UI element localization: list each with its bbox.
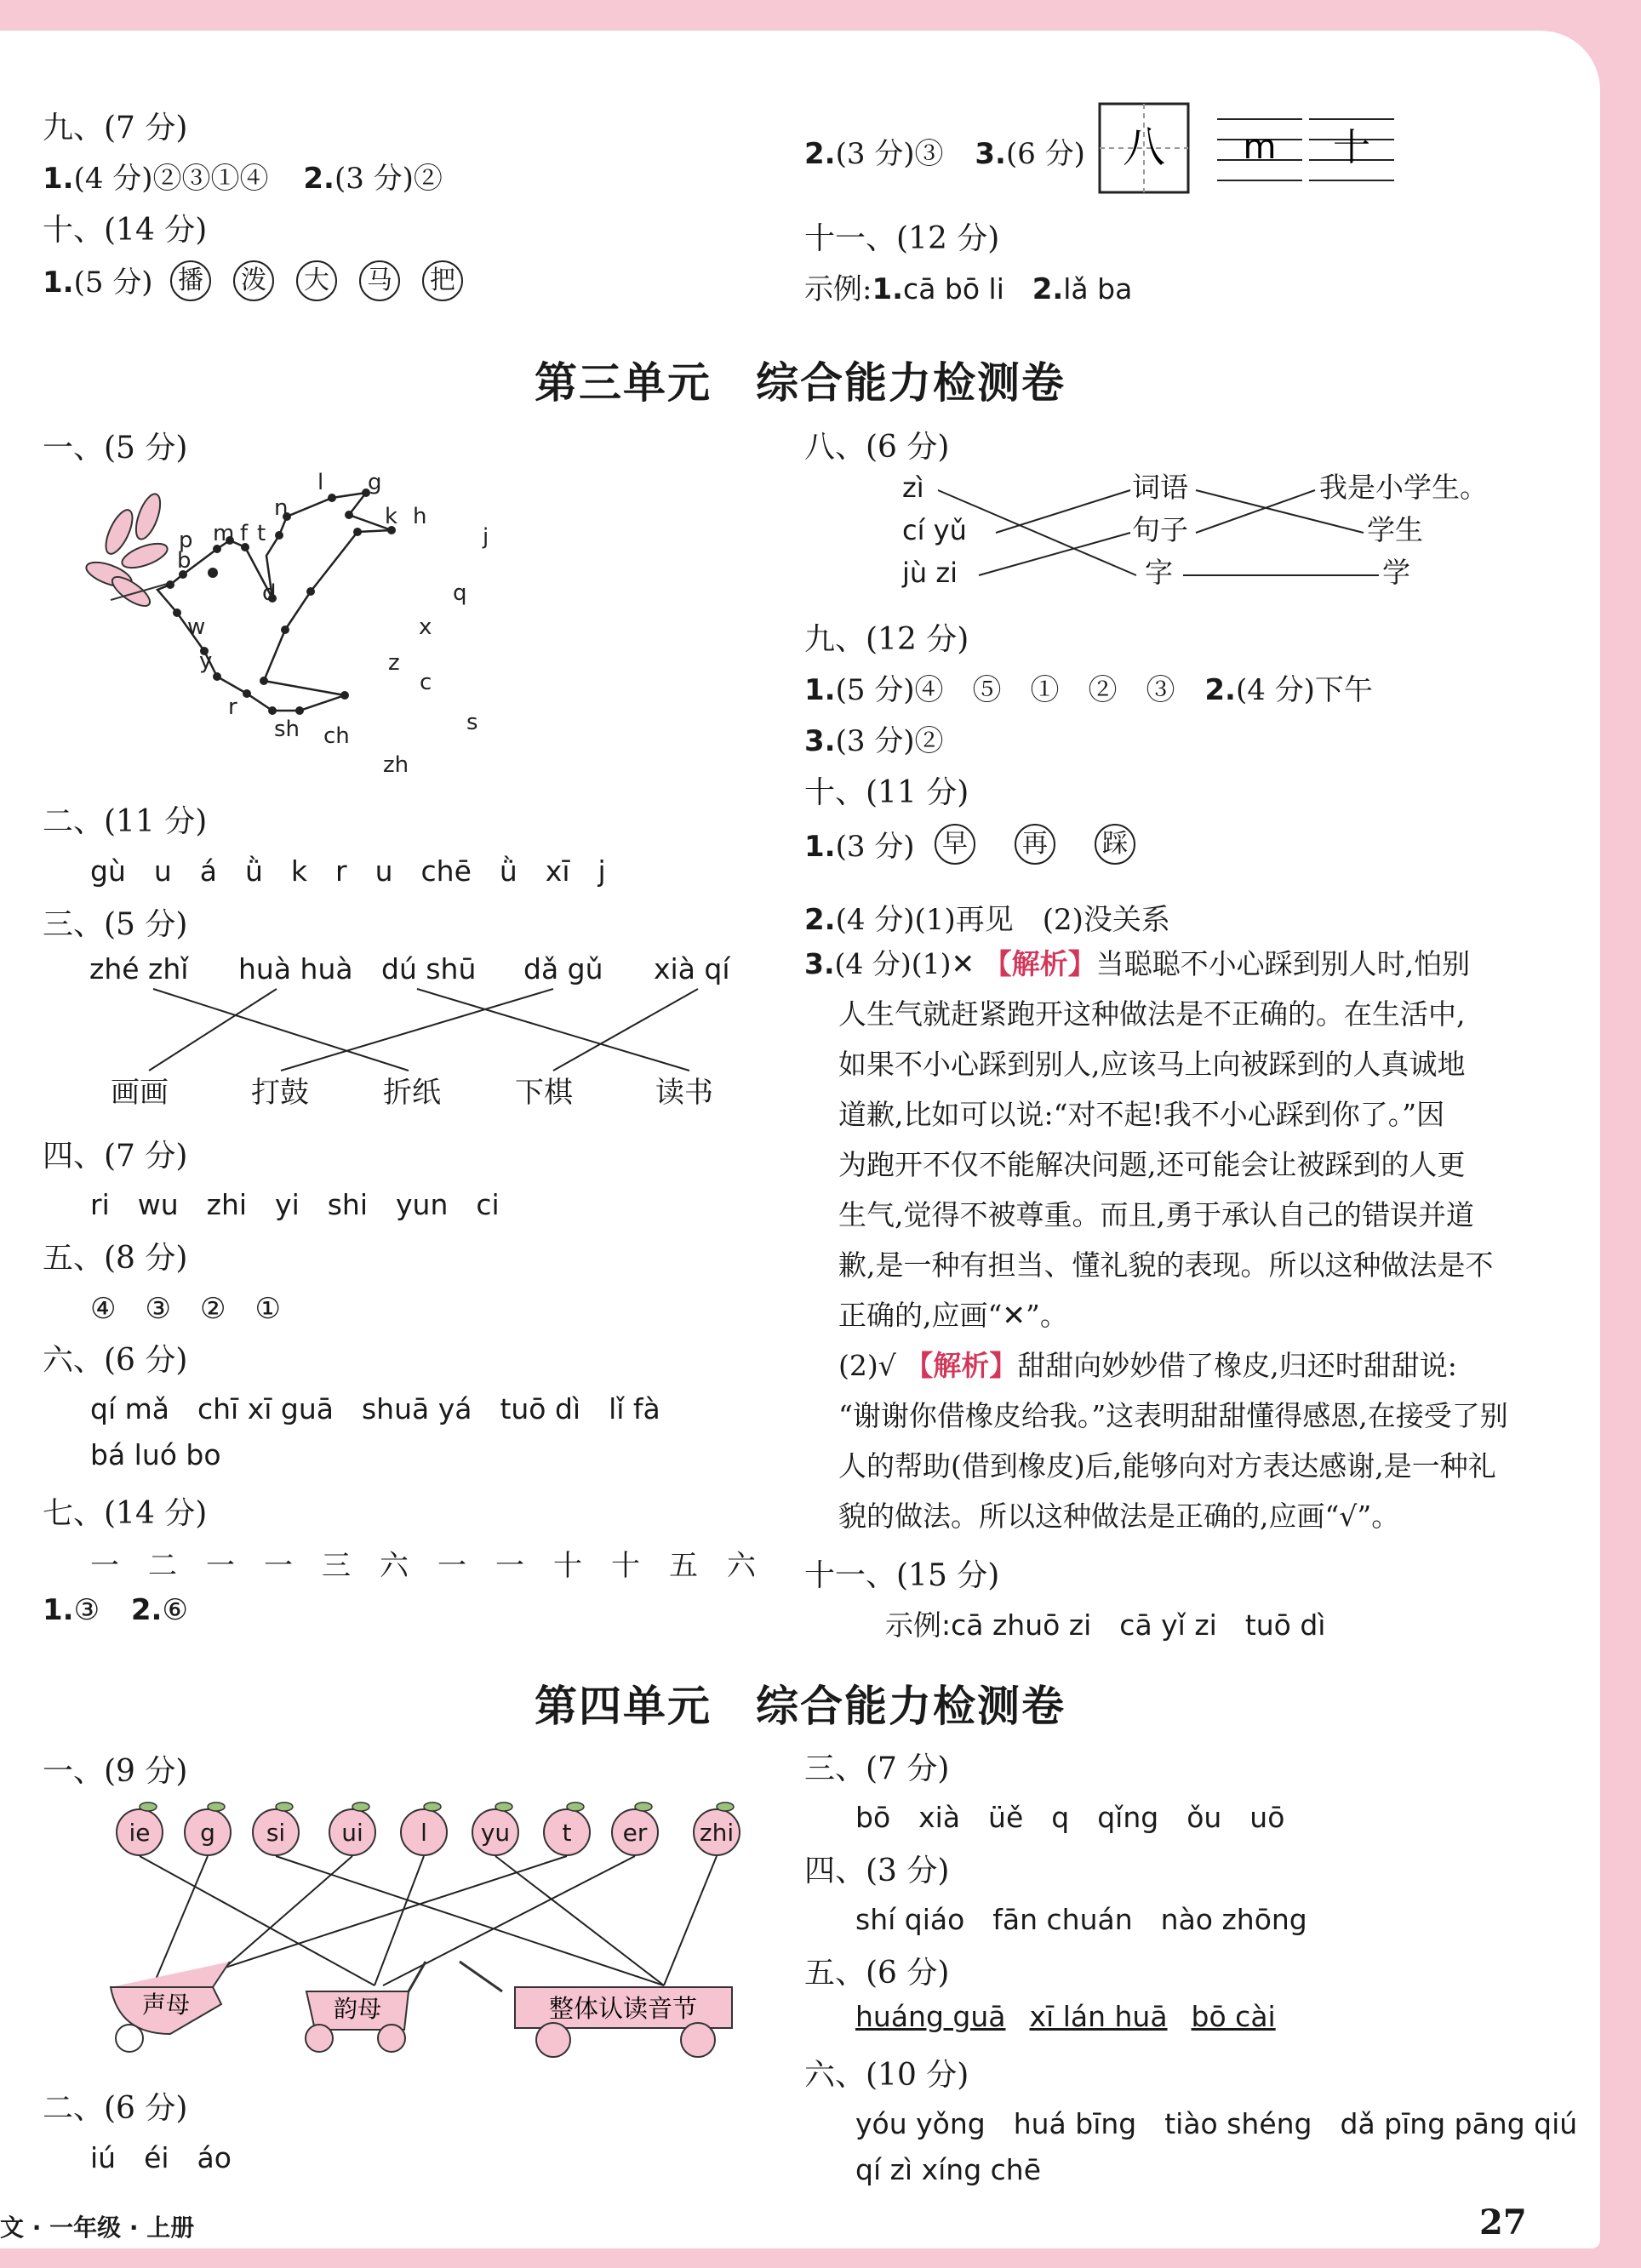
answer-text: (3 分)②: [835, 724, 944, 758]
apple-label: er: [622, 1819, 648, 1847]
match-word: 读书: [655, 1076, 713, 1110]
u3-q10-heading: 十、(11 分): [804, 775, 969, 810]
unit3-title: 第三单元 综合能力检测卷: [535, 358, 1066, 408]
u3-q1-heading: 一、(5 分): [43, 431, 188, 466]
q9-answers: [43, 155, 443, 197]
writing-grid: [1098, 100, 1404, 196]
u4-q2-answer: iú éi áo: [90, 2141, 232, 2174]
circled-char: 大: [296, 260, 337, 301]
num: 3.: [804, 947, 835, 980]
apple-label: ie: [129, 1819, 151, 1847]
dot-label: ch: [323, 723, 350, 749]
num: 1.: [43, 1593, 74, 1627]
u4-q4-heading: 四、(3 分): [804, 1854, 950, 1888]
analysis-line: 道歉,比如可以说:“对不起!我不小心踩到你了。”因: [838, 1098, 1445, 1131]
u3-q3-heading: 三、(5 分): [43, 907, 188, 942]
num: 1.: [804, 830, 836, 864]
answer-text: (4 分)(1)再见 (2)没关系: [835, 903, 1170, 937]
q11-answers: [804, 266, 1132, 307]
q10-answers: [43, 259, 153, 300]
dot-label: m: [213, 521, 235, 546]
match-pinyin: dǎ gǔ: [523, 952, 603, 985]
u3-q7-heading: 七、(14 分): [43, 1496, 208, 1531]
analysis-text: 甜甜向妙妙借了橡皮,归还时甜甜说:: [1017, 1349, 1457, 1382]
dot-label: d: [262, 580, 277, 606]
footer-book-info: 文 · 一年级 · 上册: [0, 2214, 195, 2242]
circled-char: 泼: [233, 260, 274, 301]
dot-label: g: [368, 472, 382, 495]
dot-label: h: [413, 504, 427, 529]
answer-text: (4 分)(1)✕: [834, 947, 984, 980]
analysis-line: 生气,觉得不被尊重。而且,勇于承认自己的错误并道: [838, 1198, 1474, 1231]
answer-text: (3 分)②: [334, 162, 443, 196]
analysis-line: [804, 1340, 1508, 1391]
match-word: 字: [1145, 556, 1173, 589]
dot-label: y: [199, 648, 213, 674]
u3-q9-answer3: [804, 717, 944, 759]
dot-label: t: [257, 521, 266, 546]
u3-q11-heading: 十一、(15 分): [804, 1558, 1000, 1593]
dot-label: q: [453, 580, 467, 606]
match-pinyin: dú shū: [381, 952, 477, 985]
num: 1.: [43, 266, 74, 300]
analysis-line: 为跑开不仅不能解决问题,还可能会让被踩到的人更: [838, 1148, 1466, 1181]
u3-q5-heading: 五、(8 分): [43, 1241, 188, 1276]
underlined-pinyin: bō cài: [1191, 2000, 1276, 2033]
u3-q9-heading: 九、(12 分): [804, 622, 969, 657]
u3-q10-analysis-1: [804, 939, 1508, 1541]
apple-label: si: [266, 1819, 286, 1847]
apple-label: ui: [341, 1819, 363, 1847]
match-word: 下棋: [515, 1076, 573, 1110]
analysis-line: 人生气就赶紧跑开这种做法是不正确的。在生活中,: [838, 997, 1466, 1031]
analysis-tag: 【解析】: [905, 1349, 1018, 1382]
answer-text: ③: [73, 1593, 100, 1627]
answer-text: (3 分)③: [835, 137, 944, 171]
u3-q3-matching: [77, 945, 758, 1115]
dot-label: p: [179, 528, 193, 553]
apple-label: g: [200, 1819, 215, 1847]
circled-char: 早: [935, 824, 975, 865]
u3-q6-answer-line2: bá luó bo: [90, 1438, 221, 1471]
dot-label: w: [187, 614, 206, 640]
u3-q6-answer-line1: qí mǎ chī xī guā shuā yá tuō dì lǐ fà: [90, 1392, 660, 1425]
q10-circled-chars: [170, 260, 485, 301]
u4-q6-answer-line2: qí zì xíng chē: [855, 2153, 1041, 2186]
num: 2.: [303, 162, 334, 196]
num: 3.: [975, 137, 1006, 171]
circled-char: 把: [422, 260, 463, 301]
u3-q8-heading: 八、(6 分): [804, 430, 950, 465]
u4-q3-heading: 三、(7 分): [804, 1751, 950, 1786]
u4-q4-answer: shí qiáo fān chuán nào zhōng: [855, 1903, 1307, 1936]
dot-label: k: [385, 504, 398, 529]
analysis-line: 歉,是一种有担当、懂礼貌的表现。所以这种做法是不: [838, 1248, 1494, 1282]
u4-q6-answer-line1: yóu yǒng huá bīng tiào shéng dǎ pīng pāng qiú: [855, 2107, 1578, 2140]
cart-label: 韵母: [333, 1995, 382, 2023]
dot-label: r: [228, 694, 237, 720]
dot-label: l: [317, 472, 324, 495]
u4-q1-heading: 一、(9 分): [43, 1754, 188, 1789]
u3-q8-matching: [894, 466, 1541, 603]
answer-text: (4 分)下午: [1235, 673, 1373, 707]
apple-label: l: [420, 1819, 427, 1847]
pinyin: cā bō li: [903, 272, 1004, 306]
u3-q10-answer2: [804, 896, 1170, 938]
u4-q5-heading: 五、(6 分): [804, 1956, 950, 1991]
analysis-tag: 【解析】: [983, 947, 1096, 980]
u3-q7-sub: [43, 1593, 188, 1627]
u3-q2-answer: gù u á ǜ k r u chē ǜ xī j: [90, 854, 606, 888]
match-pinyin: cí yǔ: [902, 514, 967, 546]
analysis-line: 正确的,应画“✕”。: [838, 1299, 1068, 1332]
circled-char: 再: [1015, 824, 1055, 865]
match-pinyin: huà huà: [238, 952, 353, 985]
num: 2.: [1204, 673, 1236, 707]
dot-label: c: [420, 670, 432, 695]
answer-text: (5 分)④ ⑤ ① ② ③: [835, 673, 1175, 707]
dot-label: f: [240, 521, 249, 546]
dot-label: x: [419, 614, 432, 640]
match-pinyin: zhé zhǐ: [89, 952, 189, 985]
analysis-line: 如果不小心踩到别人,应该马上向被踩到的人真诚地: [838, 1048, 1466, 1081]
u3-q10-circled-chars: [935, 824, 1158, 865]
answer-text: ⑥: [162, 1593, 188, 1627]
apple-label: yu: [480, 1819, 511, 1847]
match-word: 折纸: [383, 1076, 441, 1110]
num: 2.: [804, 903, 836, 937]
circled-char: 马: [359, 260, 400, 301]
match-pinyin: xià qí: [654, 952, 730, 985]
grid-char-2: m: [1243, 128, 1277, 167]
answer-text: (4 分)②③①④: [73, 162, 269, 196]
match-pinyin: zì: [902, 471, 924, 504]
dove-dot-picture: [85, 472, 528, 787]
answer-text: (5 分): [73, 266, 153, 300]
match-word: 句子: [1132, 513, 1188, 546]
analysis-text: 当聪聪不小心踩到别人时,怕别: [1095, 947, 1471, 980]
dot-label: s: [466, 710, 478, 735]
u3-q5-answer: ④ ③ ② ①: [90, 1292, 281, 1326]
num: 2.: [804, 137, 836, 171]
match-word: 打鼓: [251, 1076, 309, 1110]
dot-label: zh: [383, 752, 409, 778]
dot-label: sh: [274, 717, 300, 742]
u3-q11-answer: 示例:cā zhuō zi cā yǐ zi tuō dì: [885, 1608, 1326, 1642]
u3-q2-heading: 二、(11 分): [43, 804, 208, 839]
q11-heading: 十一、(12 分): [804, 221, 1000, 256]
dot-label: b: [177, 548, 192, 574]
cart-label: 整体认读音节: [548, 1994, 698, 2023]
match-word: 学生: [1367, 513, 1423, 546]
u3-q9-answers: [804, 666, 1373, 708]
dot-label: n: [274, 495, 289, 521]
match-word: 画画: [111, 1076, 169, 1110]
pinyin: lǎ ba: [1063, 272, 1133, 306]
grid-char-1: 八: [1123, 123, 1165, 172]
answer-text: (2)√: [838, 1349, 906, 1382]
u4-q6-heading: 六、(10 分): [804, 2058, 969, 2093]
dot-label: z: [388, 650, 400, 676]
u4-q3-answer: bō xià üě q qǐng ǒu uō: [855, 1801, 1285, 1834]
unit4-title: 第四单元 综合能力检测卷: [535, 1682, 1066, 1731]
u3-q10-answer1: [804, 823, 915, 865]
q9-heading: 九、(7 分): [43, 111, 188, 146]
match-word: 词语: [1132, 471, 1188, 504]
q10-heading: 十、(14 分): [43, 213, 208, 248]
grid-char-3: 十: [1333, 126, 1370, 169]
num: 1.: [872, 272, 904, 306]
match-pinyin: jù zi: [902, 557, 958, 589]
answer-text: 示例:: [804, 272, 872, 306]
cart-label: 声母: [141, 1991, 191, 2019]
underlined-pinyin: huáng guā: [855, 2000, 1006, 2033]
page-number: 27: [1479, 2202, 1527, 2242]
analysis-line: 人的帮助(借到橡皮)后,能够向对方表达感谢,是一种礼: [838, 1449, 1496, 1482]
u4-q2-heading: 二、(6 分): [43, 2091, 188, 2126]
underlined-pinyin: xī lán huā: [1029, 2000, 1168, 2033]
analysis-line: 貌的做法。所以这种做法是正确的,应画“√”。: [838, 1500, 1400, 1533]
apple-label: t: [562, 1819, 572, 1847]
apple-label: zhi: [699, 1819, 735, 1847]
top-right-answers: [804, 130, 1085, 172]
u3-q4-answer: ri wu zhi yi shi yun ci: [90, 1188, 500, 1221]
analysis-line: [804, 939, 1508, 989]
circled-char: 踩: [1095, 824, 1135, 865]
answer-text: (3 分): [835, 830, 915, 864]
num: 1.: [804, 673, 836, 707]
u4-q5-answer: [855, 2000, 1276, 2033]
u3-q7-answer: 一 二 一 一 三 六 一 一 十 十 五 六: [90, 1549, 756, 1583]
num: 2.: [1032, 272, 1064, 306]
num: 2.: [130, 1593, 163, 1627]
u4-q1-apple-carts: [102, 1791, 758, 2072]
olive-branch: [85, 491, 170, 611]
circled-char: 播: [170, 260, 211, 301]
dot-label: j: [483, 524, 489, 550]
match-word: 我是小学生。: [1319, 471, 1488, 504]
match-word: 学: [1382, 556, 1410, 589]
u3-q4-heading: 四、(7 分): [43, 1139, 188, 1174]
num: 1.: [43, 162, 74, 196]
num: 3.: [804, 724, 836, 758]
u3-q6-heading: 六、(6 分): [43, 1343, 188, 1378]
analysis-line: “谢谢你借橡皮给我。”这表明甜甜懂得感恩,在接受了别: [838, 1399, 1508, 1432]
answer-text: (6 分): [1005, 137, 1085, 171]
